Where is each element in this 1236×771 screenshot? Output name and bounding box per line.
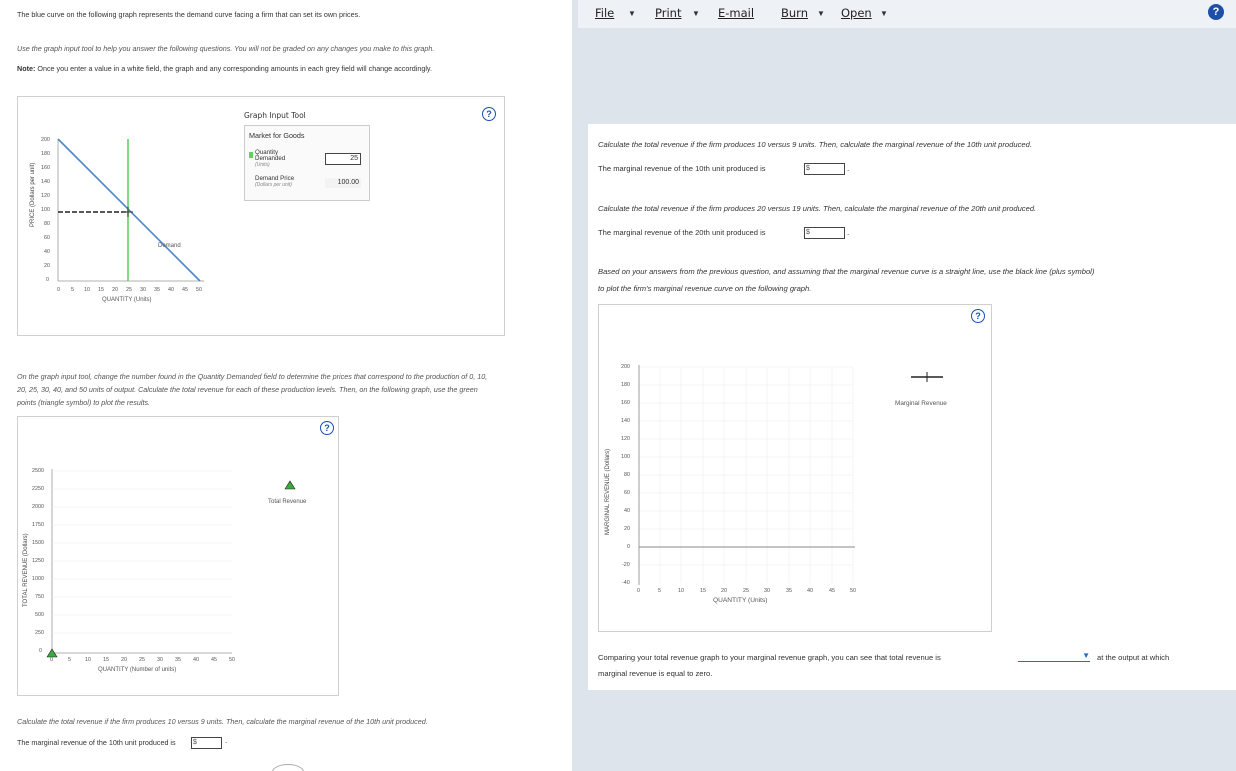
demand-ytick: 20 — [44, 263, 50, 269]
tr-ytick: 1750 — [32, 522, 44, 528]
demand-graph-panel — [17, 96, 505, 336]
demand-ytick: 200 — [41, 137, 50, 143]
compare-line2: marginal revenue is equal to zero. — [598, 669, 713, 678]
mr-xtick: 40 — [807, 588, 813, 594]
mr-ytick: 120 — [621, 436, 630, 442]
mr-xtick: 30 — [764, 588, 770, 594]
mr-10th-input-left[interactable]: $ — [191, 737, 222, 749]
tr-xtick: 10 — [85, 657, 91, 663]
menu-open[interactable]: Open — [841, 6, 872, 20]
quantity-input[interactable]: 25 — [325, 153, 361, 165]
tr-xtick: 30 — [157, 657, 163, 663]
demand-ytick: 0 — [46, 277, 49, 283]
tr-chart-svg — [18, 417, 338, 695]
demand-ytick: 80 — [44, 221, 50, 227]
tr-xtick: 25 — [139, 657, 145, 663]
graph-input-tool-title: Graph Input Tool — [244, 111, 306, 120]
mr-ytick: -20 — [622, 562, 630, 568]
mr-ytick: 80 — [624, 472, 630, 478]
quantity-label-line: Demanded — [255, 155, 286, 162]
mr-ytick: 0 — [627, 544, 630, 550]
q3-line2: to plot the firm's marginal revenue curve on the following graph. — [598, 284, 812, 293]
demand-xtick: 10 — [84, 287, 90, 293]
demand-xtick: 0 — [57, 287, 60, 293]
mr-ytick: 20 — [624, 526, 630, 532]
demand-xtick: 15 — [98, 287, 104, 293]
demand-xtick: 25 — [126, 287, 132, 293]
tr-ytick: 2250 — [32, 486, 44, 492]
intro-text: The blue curve on the following graph represents the demand curve facing a firm that can set its own prices. — [17, 10, 361, 19]
chevron-down-icon[interactable]: ▼ — [880, 9, 888, 18]
bottom-question: Calculate the total revenue if the firm produces 10 versus 9 units. Then, calculate the marginal revenue of the 10th unit produced. — [17, 717, 428, 726]
compare-text: Comparing your total revenue graph to your marginal revenue graph, you can see that total revenue is — [598, 653, 941, 662]
demand-curve — [58, 139, 200, 281]
quantity-label-line: Quantity — [255, 149, 279, 156]
right-content — [588, 124, 1236, 690]
quantity-unit: (Units) — [255, 162, 270, 168]
mr-xtick: 50 — [850, 588, 856, 594]
para2-line1: On the graph input tool, change the number found in the Quantity Demanded field to determine the prices that correspond to the production of 0, 10, — [17, 372, 488, 381]
bottom-answer-label: The marginal revenue of the 10th unit produced is — [17, 738, 176, 747]
menu-print[interactable]: Print — [655, 6, 682, 20]
mr-xtick: 45 — [829, 588, 835, 594]
tr-legend-triangle — [285, 481, 295, 489]
mr-legend-marker — [911, 372, 943, 382]
mr-xtick: 10 — [678, 588, 684, 594]
chevron-down-icon[interactable]: ▼ — [628, 9, 636, 18]
tr-ytick: 1250 — [32, 558, 44, 564]
note-label: Note: — [17, 64, 36, 73]
mr-ytick: -40 — [622, 580, 630, 586]
left-question-pane — [0, 0, 572, 771]
tr-xtick: 35 — [175, 657, 181, 663]
a2-label: The marginal revenue of the 20th unit produced is — [598, 228, 766, 237]
menu-email[interactable]: E-mail — [718, 6, 755, 20]
menu-bar — [578, 0, 1236, 28]
chevron-down-icon[interactable]: ▼ — [817, 9, 825, 18]
mr-legend-label: Marginal Revenue — [895, 400, 947, 407]
mr-ytick: 140 — [621, 418, 630, 424]
para2-line3: points (triangle symbol) to plot the results. — [17, 398, 151, 407]
mr-ytick: 180 — [621, 382, 630, 388]
mr-10th-input[interactable]: $ — [804, 163, 845, 175]
period: . — [847, 164, 850, 173]
demand-xtick: 40 — [168, 287, 174, 293]
price-label-line: Demand Price — [255, 175, 295, 182]
mr-xtick: 5 — [658, 588, 661, 594]
demand-xtick: 30 — [140, 287, 146, 293]
menu-file[interactable]: File — [595, 6, 615, 20]
green-swatch — [249, 152, 253, 158]
total-revenue-dropdown[interactable] — [1018, 651, 1090, 662]
a1-label: The marginal revenue of the 10th unit produced is — [598, 164, 766, 173]
tr-xtick: 5 — [68, 657, 71, 663]
demand-xtick: 50 — [196, 287, 202, 293]
price-label — [255, 176, 294, 188]
period: . — [847, 228, 850, 237]
mr-xtick: 25 — [743, 588, 749, 594]
mr-y-axis-label: MARGINAL REVENUE (Dollars) — [605, 448, 611, 535]
note-body: Once you enter a value in a white field, the graph and any corresponding amounts in each grey field will change accordingly. — [37, 64, 432, 73]
period: . — [225, 736, 228, 745]
mr-chart-svg — [599, 305, 991, 631]
tr-ytick: 2000 — [32, 504, 44, 510]
tr-x-axis-label: QUANTITY (Number of units) — [98, 667, 177, 673]
demand-ytick: 180 — [41, 151, 50, 157]
demand-ytick: 120 — [41, 193, 50, 199]
graph-input-tool-panel — [244, 125, 370, 201]
demand-ytick: 140 — [41, 179, 50, 185]
tr-xtick: 50 — [229, 657, 235, 663]
mr-xtick: 0 — [637, 588, 640, 594]
demand-x-axis-label: QUANTITY (Units) — [102, 297, 152, 303]
partial-circle-icon — [272, 764, 304, 771]
demand-xtick: 45 — [182, 287, 188, 293]
demand-plus-marker — [123, 207, 133, 217]
market-label: Market for Goods — [249, 131, 305, 140]
compare-post: at the output at which — [1097, 653, 1170, 662]
mr-x-axis-label: QUANTITY (Units) — [713, 597, 768, 604]
mr-ytick: 60 — [624, 490, 630, 496]
mr-ytick: 160 — [621, 400, 630, 406]
mr-ytick: 100 — [621, 454, 630, 460]
price-unit: (Dollars per unit) — [255, 182, 292, 188]
note-text — [17, 62, 432, 75]
tr-xtick: 15 — [103, 657, 109, 663]
total-revenue-graph-panel — [17, 416, 339, 696]
demand-xtick: 5 — [71, 287, 74, 293]
tr-ytick: 1000 — [32, 576, 44, 582]
tr-ytick: 2500 — [32, 468, 44, 474]
demand-ytick: 40 — [44, 249, 50, 255]
demand-xtick: 35 — [154, 287, 160, 293]
quantity-label — [255, 150, 285, 168]
demand-curve-label: Demand — [158, 243, 181, 249]
tr-ytick: 1500 — [32, 540, 44, 546]
tr-grid — [52, 471, 232, 633]
demand-ytick: 160 — [41, 165, 50, 171]
mr-xtick: 35 — [786, 588, 792, 594]
demand-ytick: 100 — [41, 207, 50, 213]
q1-text: Calculate the total revenue if the firm produces 10 versus 9 units. Then, calculate the marginal revenue of the 10th unit produced. — [598, 140, 1032, 149]
help-icon[interactable]: ? — [482, 107, 496, 121]
price-output: 100.00 — [325, 178, 361, 188]
tr-xtick: 20 — [121, 657, 127, 663]
instruction-text: Use the graph input tool to help you answer the following questions. You will not be graded on any changes you make to this graph. — [17, 44, 435, 53]
mr-ytick: 40 — [624, 508, 630, 514]
demand-xtick: 20 — [112, 287, 118, 293]
tr-xtick: 45 — [211, 657, 217, 663]
demand-y-axis-label: PRICE (Dollars per unit) — [30, 162, 36, 227]
help-icon[interactable]: ? — [971, 309, 985, 323]
mr-ytick: 200 — [621, 364, 630, 370]
tr-xtick: 0 — [50, 657, 53, 663]
tr-xtick: 40 — [193, 657, 199, 663]
marginal-revenue-graph-panel — [598, 304, 992, 632]
q2-text: Calculate the total revenue if the firm produces 20 versus 19 units. Then, calculate the marginal revenue of the 20th unit produced. — [598, 204, 1037, 213]
tr-ytick: 750 — [35, 594, 44, 600]
mr-20th-input[interactable]: $ — [804, 227, 845, 239]
right-question-pane — [578, 0, 1236, 771]
mr-xtick: 20 — [721, 588, 727, 594]
tr-ytick: 250 — [35, 630, 44, 636]
mr-grid — [639, 367, 853, 583]
chevron-down-icon[interactable]: ▼ — [1082, 651, 1090, 660]
help-icon[interactable]: ? — [320, 421, 334, 435]
q3-line1: Based on your answers from the previous question, and assuming that the marginal revenue curve is a straight line, use the black line (plus symbol) — [598, 267, 1095, 276]
para2-line2: 20, 25, 30, 40, and 50 units of output. Calculate the total revenue for each of these production levels. Then, on the following graph, use the green — [17, 385, 478, 394]
menu-burn[interactable]: Burn — [781, 6, 808, 20]
tr-ytick: 500 — [35, 612, 44, 618]
mr-xtick: 15 — [700, 588, 706, 594]
tr-y-axis-label: TOTAL REVENUE (Dollars) — [23, 533, 29, 607]
help-icon[interactable]: ? — [1208, 4, 1224, 20]
demand-ytick: 60 — [44, 235, 50, 241]
tr-ytick: 0 — [39, 648, 42, 654]
chevron-down-icon[interactable]: ▼ — [692, 9, 700, 18]
tr-legend-label: Total Revenue — [268, 499, 307, 505]
